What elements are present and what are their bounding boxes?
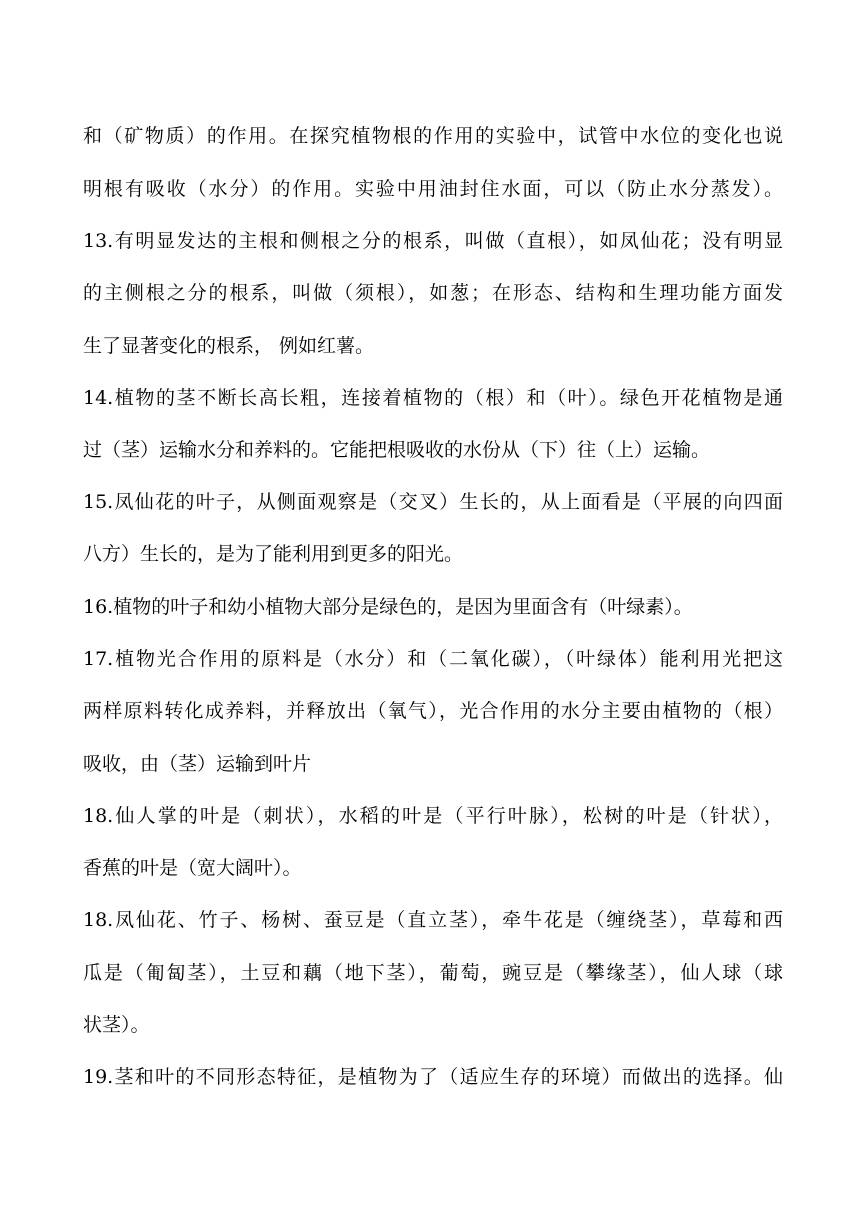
text-line-16: 18.凤仙花、竹子、杨树、蚕豆是（直立茎），牵牛花是（缠绕茎），草莓和西 xyxy=(83,909,783,931)
text-line-7: 过（茎）运输水分和养料的。它能把根吸收的水份从（下）往（上）运输。 xyxy=(83,439,711,461)
text-line-12: 两样原料转化成养料，并释放出（氧气），光合作用的水分主要由植物的（根） xyxy=(83,700,783,722)
text-line-3: 13.有明显发达的主根和侧根之分的根系，叫做（直根），如凤仙花；没有明显 xyxy=(83,230,783,252)
text-line-9: 八方）生长的，是为了能利用到更多的阳光。 xyxy=(83,543,464,565)
text-line-15: 香蕉的叶是（宽大阔叶）。 xyxy=(83,857,302,879)
text-line-5: 生了显著变化的根系， 例如红薯。 xyxy=(83,335,375,357)
text-line-8: 15.凤仙花的叶子，从侧面观察是（交叉）生长的，从上面看是（平展的向四面 xyxy=(83,491,783,513)
text-line-4: 的主侧根之分的根系，叫做（须根），如葱；在形态、结构和生理功能方面发 xyxy=(83,282,783,304)
text-line-10: 16.植物的叶子和幼小植物大部分是绿色的，是因为里面含有（叶绿素）。 xyxy=(83,596,693,618)
text-line-18: 状茎）。 xyxy=(83,1014,150,1036)
text-line-6: 14.植物的茎不断长高长粗，连接着植物的（根）和（叶）。绿色开花植物是通 xyxy=(83,387,783,409)
text-line-19: 19.茎和叶的不同形态特征，是植物为了（适应生存的环境）而做出的选择。仙 xyxy=(83,1066,783,1088)
text-line-14: 18.仙人掌的叶是（刺状），水稻的叶是（平行叶脉），松树的叶是（针状）， xyxy=(83,805,783,827)
text-line-17: 瓜是（匍匐茎），土豆和藕（地下茎），葡萄，豌豆是（攀缘茎），仙人球（球 xyxy=(83,962,783,984)
text-line-13: 吸收，由（茎）运输到叶片 xyxy=(83,753,312,775)
text-line-2: 明根有吸收（水分）的作用。实验中用油封住水面，可以（防止水分蒸发）。 xyxy=(83,178,783,200)
text-line-1: 和（矿物质）的作用。在探究植物根的作用的实验中，试管中水位的变化也说 xyxy=(83,125,783,147)
text-line-11: 17.植物光合作用的原料是（水分）和（二氧化碳），（叶绿体）能利用光把这 xyxy=(83,648,783,670)
